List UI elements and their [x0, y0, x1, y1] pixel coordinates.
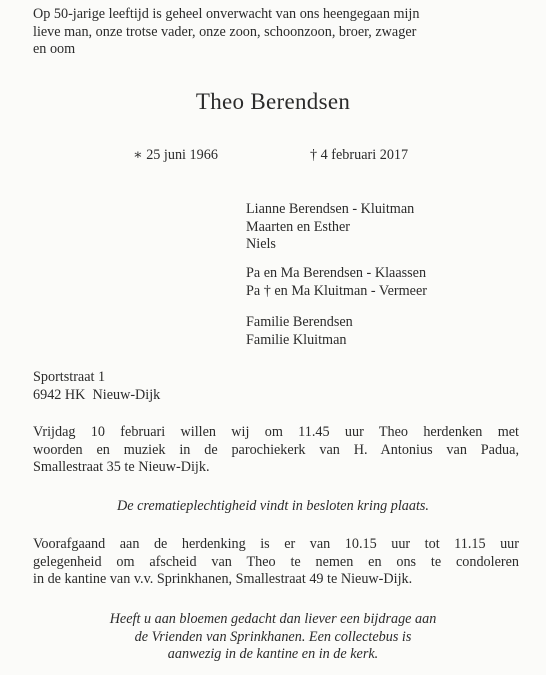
- cremation-note: De crematieplechtigheid vindt in besloten kring plaats.: [117, 498, 429, 514]
- intro-line: Op 50-jarige leeftijd is geheel onverwacht van ons heengegaan mijn: [33, 6, 420, 22]
- condolence-line: Voorafgaand aan de herdenking is er van 10.15 uur tot 11.15 uur: [33, 536, 519, 552]
- death-date: † 4 februari 2017: [310, 147, 409, 163]
- family-member: Lianne Berendsen - Kluitman: [246, 201, 415, 217]
- family-member: Pa en Ma Berendsen - Klaassen: [246, 265, 427, 281]
- family-group-parents: [246, 265, 427, 300]
- flowers-line: Heeft u aan bloemen gedacht dan liever een bijdrage aan: [109, 611, 437, 627]
- family-group-partner-children: [246, 201, 414, 254]
- service-line: Smallestraat 35 te Nieuw-Dijk.: [33, 459, 210, 475]
- address-line: Sportstraat 1: [33, 369, 106, 385]
- address-line: 6942 HK Nieuw-Dijk: [33, 386, 161, 403]
- flowers-line: aanwezig in de kantine en in de kerk.: [167, 646, 379, 662]
- family-member: Maarten en Esther: [246, 218, 350, 235]
- intro-line: en oom: [33, 41, 76, 57]
- condolence-paragraph: [33, 536, 519, 589]
- service-paragraph: [33, 424, 519, 477]
- service-line: Vrijdag 10 februari willen wij om 11.45 uur Theo herdenken met: [33, 424, 519, 440]
- flowers-note: [0, 611, 546, 664]
- birth-date: ∗ 25 juni 1966: [133, 147, 218, 163]
- address: [33, 369, 160, 404]
- service-line: woorden en muziek in de parochiekerk van H. Antonius van Padua,: [33, 441, 519, 458]
- deceased-name: Theo Berendsen: [195, 89, 351, 114]
- condolence-line: gelegenheid om afscheid van Theo te nemen en ons te condoleren: [33, 553, 519, 570]
- intro-text: [33, 6, 523, 59]
- family-member: Pa † en Ma Kluitman - Vermeer: [246, 282, 427, 299]
- family-group-relatives: [246, 314, 353, 349]
- flowers-line: de Vrienden van Sprinkhanen. Een collectebus is: [134, 628, 412, 645]
- condolence-line: in de kantine van v.v. Sprinkhanen, Smallestraat 49 te Nieuw-Dijk.: [33, 571, 413, 587]
- family-member: Familie Kluitman: [246, 331, 347, 348]
- family-member: Familie Berendsen: [246, 314, 353, 330]
- intro-line: lieve man, onze trotse vader, onze zoon, schoonzoon, broer, zwager: [33, 23, 417, 40]
- family-member: Niels: [246, 236, 276, 252]
